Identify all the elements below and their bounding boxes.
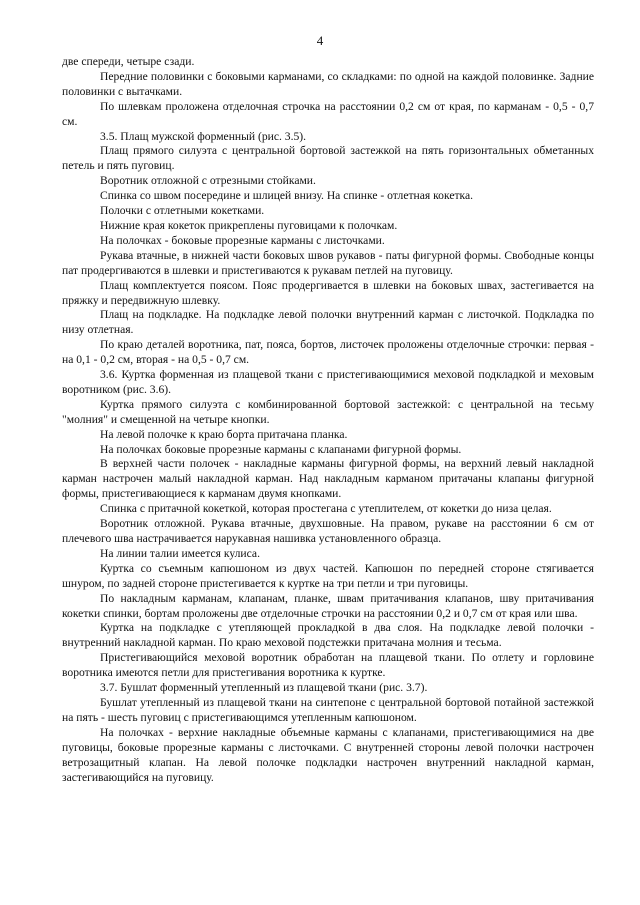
paragraph: две спереди, четыре сзади.	[62, 55, 195, 68]
paragraph: Воротник отложной. Рукава втачные, двухшовные. На правом, рукаве на расстоянии 6 см от плечевого шва настрачивается нарукавная нашивка установленного образца.	[62, 517, 594, 545]
paragraph: На левой полочке к краю борта притачана планка.	[100, 427, 348, 441]
paragraph: 3.6. Куртка форменная из плащевой ткани с пристегивающимися меховой подкладкой и меховым воротником (рис. 3.6).	[62, 368, 594, 396]
paragraph: Передние половинки с боковыми карманами, со складками: по одной на каждой половинке. Задние половинки с вытачками.	[62, 69, 594, 98]
paragraph: Спинка со швом посередине и шлицей внизу. На спинке - отлетная кокетка.	[100, 189, 474, 203]
paragraph: Куртка прямого силуэта с комбинированной бортовой застежкой: с центральной на тесьму "молния" и смещенной на четыре кнопки.	[62, 397, 594, 426]
paragraph: В верхней части полочек - накладные карманы фигурной формы, на верхний левый накладной карман настрочен малый накладной карман. Над накладным карманом притачаны клапаны фигурной формы, пристегивающиеся к карманам двумя кнопками.	[62, 457, 594, 501]
paragraph: 3.5. Плащ мужской форменный (рис. 3.5).	[100, 129, 307, 143]
paragraph: По краю деталей воротника, пат, пояса, бортов, листочек проложены отделочные строчки: первая - на 0,1 - 0,2 см, вторая - на 0,5 - 0,7 см.	[62, 338, 594, 367]
paragraph: По шлевкам проложена отделочная строчка на расстоянии 0,2 см от края, по карманам - 0,5 - 0,7 см.	[62, 99, 594, 128]
paragraph: Нижние края кокеток прикреплены пуговицами к полочкам.	[100, 218, 398, 232]
document-body	[62, 55, 594, 785]
paragraph: Воротник отложной с отрезными стойками.	[100, 174, 316, 188]
paragraph: Куртка на подкладке с утепляющей прокладкой в два слоя. На подкладке левой полочки - внутренний накладной карман. По краю меховой подстежки притачана молния и тесьма.	[62, 621, 594, 650]
paragraph: На полочках - боковые прорезные карманы с листочками.	[100, 233, 385, 247]
page-number: 4	[316, 33, 324, 48]
paragraph: Плащ на подкладке. На подкладке левой полочки внутренний карман с листочкой. Подкладка по низу отлетная.	[62, 308, 594, 337]
paragraph: Куртка со съемным капюшоном из двух частей. Капюшон по передней стороне стягивается шнуром, по задней стороне пристегивается к куртке на три петли и три пуговицы.	[62, 561, 594, 590]
paragraph: Полочки с отлетными кокетками.	[100, 204, 265, 218]
paragraph: Плащ прямого силуэта с центральной бортовой застежкой на пять горизонтальных обметанных петель и пять пуговиц.	[62, 144, 594, 173]
paragraph: 3.7. Бушлат форменный утепленный из плащевой ткани (рис. 3.7).	[100, 681, 428, 695]
paragraph: По накладным карманам, клапанам, планке, швам притачивания клапанов, шву притачивания кокетки спинки, бортам проложены две отделочные строчки на расстоянии 0,2 и 0,7 см от края или шва.	[62, 591, 594, 620]
paragraph: Спинка с притачной кокеткой, которая простегана с утеплителем, от кокетки до низа целая.	[100, 502, 552, 516]
paragraph: Плащ комплектуется поясом. Пояс продергивается в шлевки на боковых швах, застегивается на пряжку и передвижную шлевку.	[62, 278, 594, 307]
paragraph: Рукава втачные, в нижней части боковых швов рукавов - паты фигурной формы. Свободные концы пат продергиваются в шлевки и пристегиваются к рукавам петлей на пуговицу.	[62, 248, 594, 277]
paragraph: Бушлат утепленный из плащевой ткани на синтепоне с центральной бортовой потайной застежкой на пять - шесть пуговиц с пристегивающимся утепленным капюшоном.	[62, 695, 594, 724]
paragraph: На полочках боковые прорезные карманы с клапанами фигурной формы.	[100, 442, 462, 456]
paragraph: На линии талии имеется кулиса.	[100, 546, 260, 560]
paragraph: Пристегивающийся меховой воротник обработан на плащевой ткани. По отлету и горловине воротника имеются петли для пристегивания воротника к куртке.	[62, 651, 594, 680]
paragraph: На полочках - верхние накладные объемные карманы с клапанами, пристегивающимися на две пуговицы, боковые прорезные карманы с листочками. С внутренней стороны левой полочки настрочен ветрозащитный клапан. На левой полочке подкладки настрочен внутренний накладной карман, застегивающийся на пуговицу.	[62, 725, 594, 784]
